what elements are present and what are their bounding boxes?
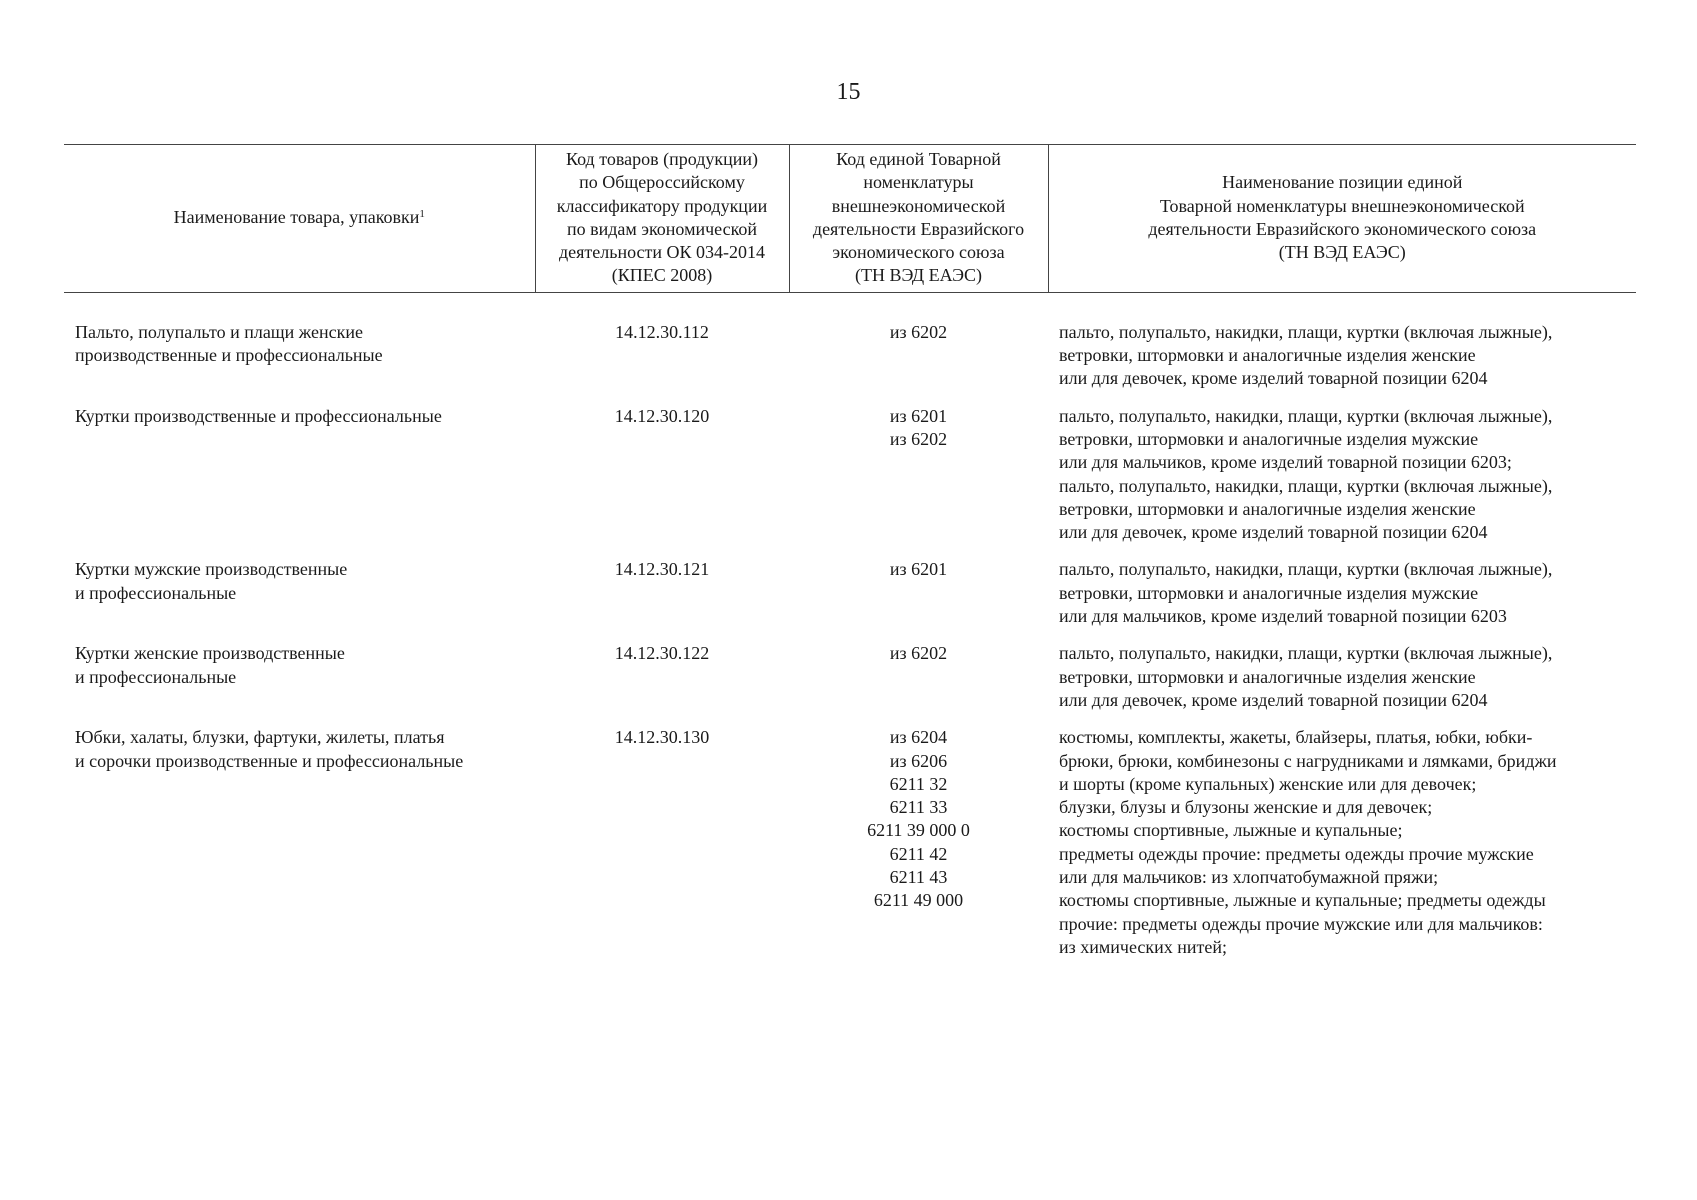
header-line: (ТН ВЭД ЕАЭС)	[1278, 242, 1406, 263]
table-row	[64, 712, 1636, 959]
tnved-code-cell	[789, 391, 1048, 545]
tnved-position-line: предметы одежды прочие: предметы одежды прочие мужские	[1059, 843, 1534, 864]
tnved-code: 6211 49 000	[873, 890, 964, 911]
tnved-code-cell	[789, 712, 1048, 959]
goods-name-line: и профессиональные	[75, 666, 237, 687]
okpd-code: 14.12.30.120	[614, 405, 710, 426]
header-tnved-code	[789, 145, 1048, 293]
tnved-position-line: из химических нитей;	[1059, 936, 1228, 957]
tnved-position-line: костюмы спортивные, лыжные и купальные; предметы одежды	[1059, 890, 1546, 911]
header-line: классификатору продукции	[556, 195, 768, 216]
table-header-row	[64, 145, 1636, 293]
okpd-code: 14.12.30.130	[614, 727, 710, 748]
goods-name-line: и профессиональные	[75, 582, 237, 603]
tnved-position-line: ветровки, штормовки и аналогичные изделия женские	[1059, 498, 1476, 519]
tnved-code: из 6201	[889, 405, 948, 426]
goods-name-line: производственные и профессиональные	[75, 345, 383, 366]
tnved-position-line: или для девочек, кроме изделий товарной позиции 6204	[1059, 522, 1488, 543]
tnved-code: из 6202	[889, 643, 948, 664]
goods-name-cell	[64, 391, 535, 545]
table-row	[64, 391, 1636, 545]
goods-name-cell	[64, 628, 535, 712]
tnved-position-line: или для мальчиков, кроме изделий товарной позиции 6203;	[1059, 452, 1512, 473]
header-line: Код единой Товарной	[836, 149, 1001, 169]
goods-name-line: Куртки женские производственные	[75, 643, 345, 664]
header-line: по видам экономической	[566, 218, 758, 239]
okpd-code-cell	[535, 544, 789, 628]
tnved-code: 6211 43	[889, 867, 948, 888]
tnved-code: из 6201	[889, 559, 948, 580]
tnved-position-line: прочие: предметы одежды прочие мужские или для мальчиков:	[1059, 913, 1543, 934]
tnved-position-line: пальто, полупальто, накидки, плащи, куртки (включая лыжные),	[1059, 321, 1553, 342]
goods-name-cell	[64, 712, 535, 959]
tnved-position-line: брюки, брюки, комбинезоны с нагрудниками и лямками, бриджи	[1059, 750, 1557, 771]
okpd-code-cell	[535, 292, 789, 390]
tnved-position-cell	[1048, 712, 1636, 959]
table-row	[64, 628, 1636, 712]
tnved-position-line: блузки, блузы и блузоны женские и для девочек;	[1059, 797, 1433, 818]
page-number: 15	[836, 79, 861, 105]
okpd-code-cell	[535, 628, 789, 712]
tnved-position-line: или для мальчиков, кроме изделий товарной позиции 6203	[1059, 606, 1507, 627]
header-line: Код товаров (продукции)	[565, 149, 759, 169]
tnved-code-cell	[789, 628, 1048, 712]
tnved-code: из 6202	[889, 321, 948, 342]
tnved-code: из 6206	[889, 750, 948, 771]
tnved-position-line: ветровки, штормовки и аналогичные изделия женские	[1059, 666, 1476, 687]
goods-table	[64, 144, 1636, 959]
tnved-position-line: или для девочек, кроме изделий товарной позиции 6204	[1059, 368, 1488, 389]
header-line: Товарной номенклатуры внешнеэкономической	[1159, 195, 1525, 216]
header-line: (КПЕС 2008)	[611, 265, 713, 286]
tnved-code: 6211 39 000 0	[867, 820, 970, 841]
tnved-position-cell	[1048, 628, 1636, 712]
goods-name-line: и сорочки производственные и профессиональные	[75, 750, 464, 771]
header-line: деятельности Евразийского	[812, 218, 1025, 239]
header-line: номенклатуры	[863, 172, 974, 193]
tnved-position-line: пальто, полупальто, накидки, плащи, куртки (включая лыжные),	[1059, 643, 1553, 664]
header-line: (ТН ВЭД ЕАЭС)	[854, 265, 983, 286]
tnved-code: 6211 42	[889, 843, 948, 864]
tnved-position-line: ветровки, штормовки и аналогичные изделия мужские	[1059, 582, 1479, 603]
footnote-mark: 1	[419, 208, 425, 221]
header-goods-name: Наименование товара, упаковки$^1$	[64, 145, 535, 293]
header-tnved-position-name	[1048, 145, 1636, 293]
tnved-code: из 6204	[889, 727, 948, 748]
okpd-code: 14.12.30.122	[614, 643, 710, 664]
tnved-position-line: костюмы спортивные, лыжные и купальные;	[1059, 820, 1403, 841]
goods-name-cell	[64, 292, 535, 390]
tnved-code: из 6202	[889, 428, 948, 449]
goods-name-line: Пальто, полупальто и плащи женские	[75, 321, 363, 342]
tnved-position-cell	[1048, 292, 1636, 390]
tnved-position-line: пальто, полупальто, накидки, плащи, куртки (включая лыжные),	[1059, 405, 1553, 426]
header-line: по Общероссийскому	[579, 172, 745, 193]
table-row	[64, 292, 1636, 390]
table-body	[64, 292, 1636, 959]
tnved-position-line: ветровки, штормовки и аналогичные изделия женские	[1059, 345, 1476, 366]
tnved-code: 6211 32	[889, 773, 948, 794]
tnved-position-cell	[1048, 544, 1636, 628]
tnved-position-line: ветровки, штормовки и аналогичные изделия мужские	[1059, 428, 1479, 449]
header-line: внешнеэкономической	[831, 195, 1006, 216]
tnved-position-line: или для девочек, кроме изделий товарной позиции 6204	[1059, 689, 1488, 710]
okpd-code: 14.12.30.112	[615, 321, 709, 342]
tnved-code-cell	[789, 292, 1048, 390]
goods-name-line: Куртки мужские производственные	[75, 559, 348, 580]
goods-name-cell	[64, 544, 535, 628]
okpd-code-cell	[535, 391, 789, 545]
okpd-code-cell	[535, 712, 789, 959]
tnved-position-line: пальто, полупальто, накидки, плащи, куртки (включая лыжные),	[1059, 475, 1553, 496]
goods-name-line: Юбки, халаты, блузки, фартуки, жилеты, платья	[75, 727, 445, 748]
tnved-code-cell	[789, 544, 1048, 628]
header-line: Наименование позиции единой	[1222, 172, 1463, 193]
tnved-position-line: и шорты (кроме купальных) женские или для девочек;	[1059, 773, 1477, 794]
tnved-position-cell	[1048, 391, 1636, 545]
tnved-code: 6211 33	[889, 797, 948, 818]
goods-name-line: Куртки производственные и профессиональные	[75, 405, 442, 426]
header-line: экономического союза	[832, 242, 1005, 263]
tnved-position-line: пальто, полупальто, накидки, плащи, куртки (включая лыжные),	[1059, 559, 1553, 580]
header-line: деятельности Евразийского экономического союза	[1148, 218, 1537, 239]
table-row	[64, 544, 1636, 628]
tnved-position-line: костюмы, комплекты, жакеты, блайзеры, платья, юбки, юбки-	[1059, 727, 1533, 748]
header-okpd-code	[535, 145, 789, 293]
header-line: деятельности ОК 034-2014	[558, 242, 766, 263]
okpd-code: 14.12.30.121	[614, 559, 710, 580]
tnved-position-line: или для мальчиков: из хлопчатобумажной пряжи;	[1059, 867, 1439, 888]
